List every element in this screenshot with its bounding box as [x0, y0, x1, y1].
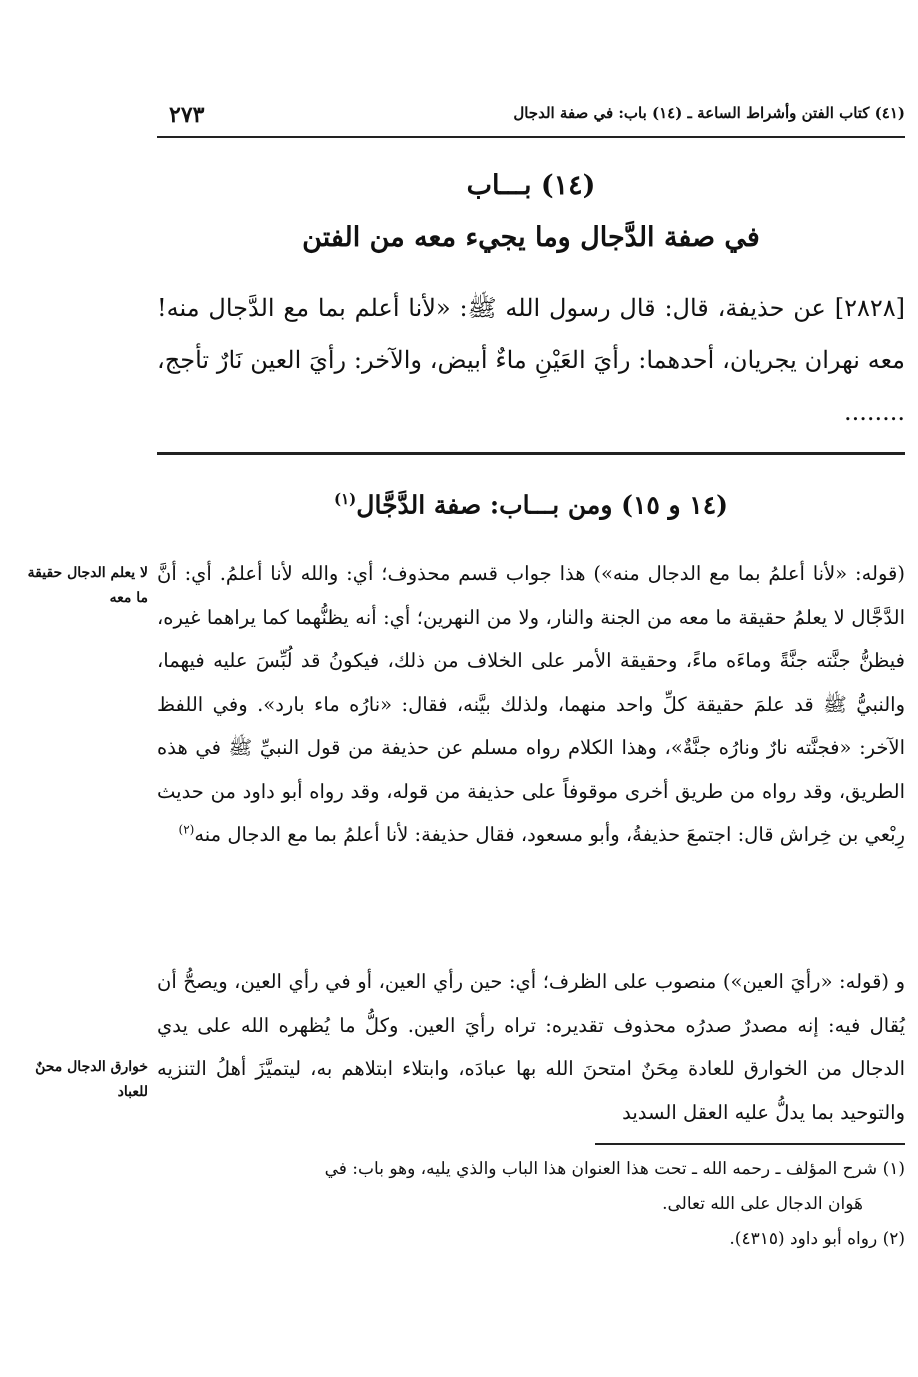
commentary-paragraph	[157, 960, 905, 1134]
hadith-text	[157, 282, 905, 438]
page-number: ٢٧٣	[169, 102, 205, 128]
margin-note: لا يعلم الدجال حقيقة ما معه	[27, 565, 148, 606]
chapter-heading: (١٤) بـــاب	[466, 170, 596, 201]
hadith-ellipsis: ........	[843, 398, 905, 426]
header-divider	[157, 136, 905, 138]
footnotes	[157, 1152, 905, 1257]
commentary-paragraph	[157, 552, 905, 857]
section-divider	[157, 452, 905, 455]
footnote-ref-2: (٢)	[178, 822, 195, 837]
chapter-title: في صفة الدَّجال وما يجيء معه من الفتن	[302, 222, 760, 253]
commentary-paragraph-text: (قوله: «لأنا أعلمُ بما مع الدجال منه») هذا جواب قسم محذوف؛ أي: والله لأنا أعلمُ. أي: أنَّ الدَّجَّال لا يعلمُ حقيقة ما معه من الجنة والنار، ولا من النهرين؛ أي: أنه يظنُّهما كما يراهما غيره، فيظنُّ جنَّته جنَّةً وماءَه ماءً، وحقيقة الأمر على الخلاف من ذلك، فيكونُ قد لُبِّسَ عليه فيهما، والنبيُّ ﷺ قد علمَ حقيقة كلِّ واحد منهما، ولذلك بيَّنه، فقال: «نارُه ماء بارد». وفي اللفظ الآخر: «فجنَّته نارٌ ونارُه جنَّةٌ»، وهذا الكلام رواه مسلم عن حذيفة من قول النبيِّ ﷺ في هذه الطريق، وقد رواه من طريق أخرى موقوفاً على حذيفة من قوله، وقد رواه أبو داود من حديث رِبْعي بن خِراش قال: اجتمعَ حذيفةُ، وأبو مسعود، فقال حذيفة: لأنا أعلمُ بما مع الدجال منه	[157, 562, 905, 846]
hadith-body: [٢٨٢٨] عن حذيفة، قال: قال رسول الله ﷺ: «لأنا أعلم بما مع الدَّجال منه! معه نهران يجريان، أحدهما: رأيَ العَيْنِ ماءٌ أبيض، والآخر: رأيَ العين نَارٌ تأجج،	[157, 294, 905, 374]
footnote-2: (٢) رواه أبو داود (٤٣١٥).	[729, 1229, 905, 1249]
footnote-1: (١) شرح المؤلف ـ رحمه الله ـ تحت هذا العنوان هذا الباب والذي يليه، وهو باب: في	[324, 1159, 905, 1179]
footnote-ref-1: (١)	[334, 490, 357, 508]
running-header-title: (٤١) كتاب الفتن وأشراط الساعة ـ (١٤) باب: في صفة الدجال	[513, 104, 905, 122]
footnote-1-continuation: هَوان الدجال على الله تعالى.	[662, 1194, 863, 1214]
commentary-paragraph-text: و (قوله: «رأيَ العين») منصوب على الظرف؛ أي: حين رأي العين، أو في رأي العين، ويصحُّ أن يُقال فيه: إنه مصدرٌ صدرُه محذوف تقديره: تراه رأيَ العين. وكلُّ ما يُظهره الله على يدي الدجال من الخوارق للعادة مِحَنٌ امتحنَ الله بها عبادَه، وابتلاء ابتلاهم به، ليتميَّزَ أهلُ التنزيه والتوحيد بما يدلُّ عليه العقل السديد	[157, 970, 905, 1124]
commentary-heading-text: (١٤ و ١٥) ومن بـــاب: صفة الدَّجَّال	[356, 490, 728, 520]
margin-note: خوارق الدجال محنٌ للعباد	[35, 1059, 148, 1100]
commentary-heading	[157, 490, 905, 519]
footnote-divider	[595, 1143, 905, 1145]
running-header	[157, 98, 905, 132]
